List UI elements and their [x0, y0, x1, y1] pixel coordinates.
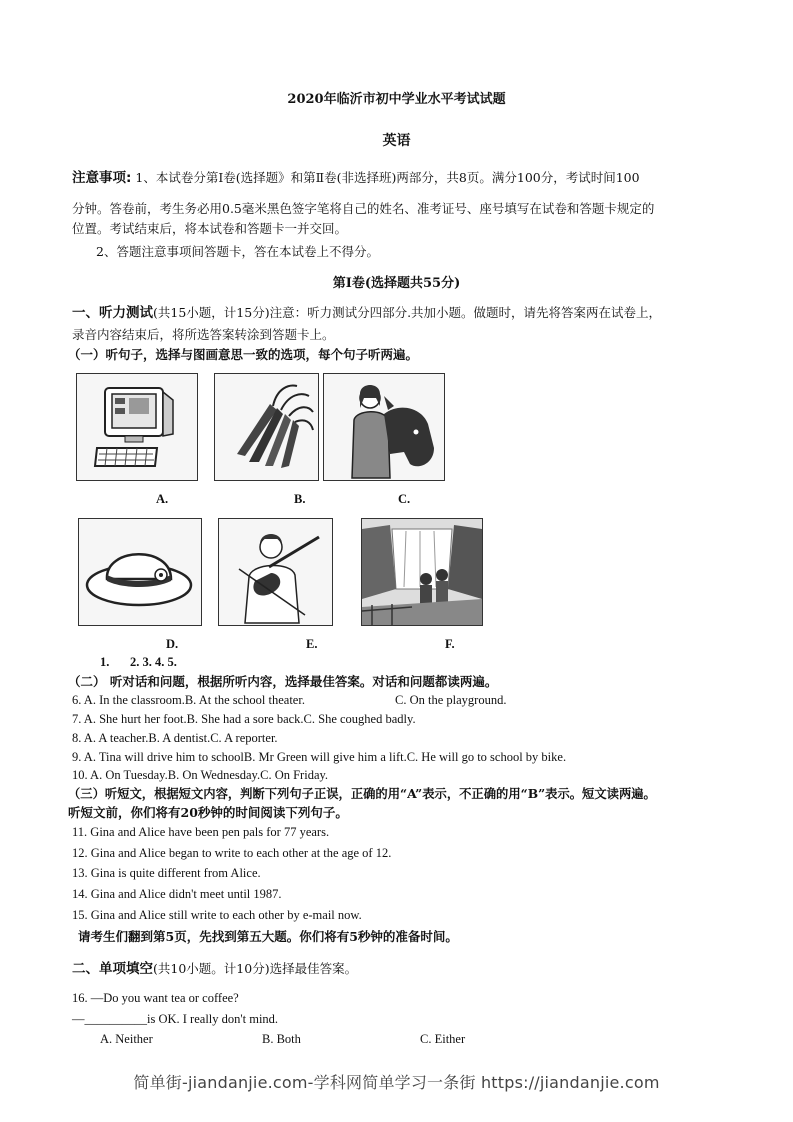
- question-16-option-a: A. Neither: [100, 1032, 153, 1046]
- question-9: 9. A. Tina will drive him to schoolB. Mr Green will give him a lift.C. He will go to school by bike.: [72, 750, 567, 764]
- question-7: 7. A. She hurt her foot.B. She had a sore back.C. She coughed badly.: [72, 712, 416, 726]
- question-6-c: C. On the playground.: [395, 693, 507, 707]
- picture-label-b: B.: [294, 492, 306, 506]
- subject-title: 英语: [382, 133, 411, 149]
- question-16: 16. —Do you want tea or coffee?: [72, 991, 239, 1005]
- question-11: 11. Gina and Alice have been pen pals for 77 years.: [72, 825, 330, 839]
- notice-label: 注意事项:: [72, 170, 132, 186]
- part1-sub2: （二） 听对话和问题，根据所听内容，选择最佳答案。对话和问题都读两遍。: [68, 674, 498, 689]
- question-10: 10. A. On Tuesday.B. On Wednesday.C. On Friday.: [72, 768, 329, 782]
- picture-label-f: F.: [445, 637, 455, 651]
- notice-item1-line1: 1、本试卷分第Ⅰ卷(选择题》和第Ⅱ卷(非选择班)两部分，共8页。满分100分，考试时间100: [135, 170, 640, 185]
- notice-item1-line3: 位置。考试结束后，将本试卷和答题卡一并交回。: [72, 221, 348, 236]
- question-16-option-c: C. Either: [420, 1032, 466, 1046]
- part1-sub3-line2: 听短文前，你们将有20秒钟的时间阅读下列句子。: [68, 805, 348, 820]
- question-13: 13. Gina is quite different from Alice.: [72, 866, 261, 880]
- picture-e: [218, 518, 333, 626]
- carrots-icon: [215, 374, 318, 480]
- question-14: 14. Gina and Alice didn't meet until 1987.: [72, 887, 282, 901]
- hat-icon: [79, 519, 201, 625]
- section1-heading: 第Ⅰ卷(选择题共55分): [332, 276, 461, 291]
- picture-label-d: D.: [166, 637, 179, 651]
- part1-note-line2: 录音内容结束后，将所选答案转涂到答题卡上。: [72, 327, 335, 342]
- girl-horse-icon: [324, 374, 444, 480]
- question-12: 12. Gina and Alice began to write to each other at the age of 12.: [72, 846, 392, 860]
- notice-item2: 2、答题注意事项间答题卡，答在本试卷上不得分。: [96, 244, 379, 259]
- picture-a: [76, 373, 198, 481]
- part2-heading: [72, 959, 732, 979]
- question-15: 15. Gina and Alice still write to each other by e-mail now.: [72, 908, 362, 922]
- exam-title: 2020年临沂市初中学业水平考试试题: [287, 92, 506, 107]
- violin-player-icon: [219, 519, 332, 625]
- part2-heading-bold: 二、单项填空: [72, 961, 153, 977]
- picture-label-e: E.: [306, 637, 318, 651]
- part1-sub1: （一）听句子，选择与图画意思一致的选项，每个句子听两遍。: [68, 347, 419, 362]
- question-16-reply: —__________is OK. I really don't mind.: [72, 1012, 279, 1026]
- picture-d: [78, 518, 202, 626]
- part1-note-line1: 注意：听力测试分四部分.共加小题。做题时，请先将答案两在试卷上，: [269, 305, 662, 320]
- picture-label-c: C.: [398, 492, 411, 506]
- answer-numbers-2-5: 2. 3. 4. 5.: [130, 655, 177, 669]
- picture-b: [214, 373, 319, 481]
- part1-heading: [72, 303, 732, 323]
- part1-heading-bold: 一、听力测试: [72, 305, 153, 321]
- notice-line-1: [72, 168, 732, 188]
- notice-item1-line2: 分钟。答卷前，考生务必用0.5毫米黑色签字笔将自己的姓名、准考证号、座号填写在试卷和答题卡规定的: [72, 201, 655, 216]
- footer-watermark: 简单街-jiandanjie.com-学科网简单学习一条街 https://jiandanjie.com: [133, 1073, 660, 1092]
- picture-f: [361, 518, 483, 626]
- part2-heading-rest: (共10小题。计10分)选择最佳答案。: [153, 961, 358, 976]
- question-8: 8. A. A teacher.B. A dentist.C. A reporter.: [72, 731, 278, 745]
- computer-icon: [77, 374, 197, 480]
- part1-sub3-line1: （三）听短文，根据短文内容，判断下列句子正误，正确的用“A”表示，不正确的用“B”表示。短文读两遍。: [68, 786, 656, 801]
- answer-number-1: 1.: [100, 655, 110, 669]
- turn-page-note: 请考生们翻到第5页，先找到第五大题。你们将有5秒钟的准备时间。: [78, 929, 458, 944]
- question-16-option-b: B. Both: [262, 1032, 301, 1046]
- waterfall-people-icon: [362, 519, 482, 625]
- picture-c: [323, 373, 445, 481]
- part1-heading-rest: (共15小题，计15分): [153, 305, 270, 320]
- picture-label-a: A.: [156, 492, 169, 506]
- question-6-ab: 6. A. In the classroom.B. At the school theater.: [72, 693, 305, 707]
